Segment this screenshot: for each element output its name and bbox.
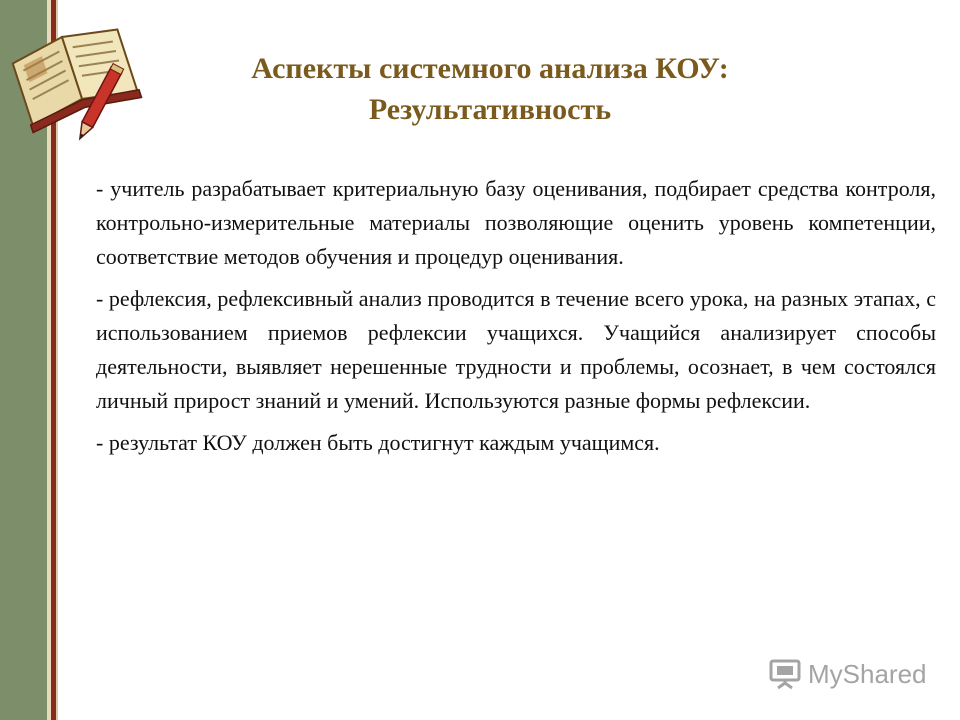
slide-title <box>160 48 820 130</box>
paragraph-result: - результат КОУ должен быть достигнут каждым учащимся. <box>96 430 660 455</box>
paragraph-reflection: - рефлексия, рефлексивный анализ проводится в течение всего урока, на разных этапах, с использованием приемов рефлексии учащихся. Учащийся анализирует способы деятельности, выявляет нерешенные трудности и проблемы, осознает, в чем состоялся личный прирост знаний и умений. Используются разные формы рефлексии. <box>96 286 936 413</box>
watermark <box>768 654 927 694</box>
slide-body <box>96 172 936 468</box>
paragraph-criteria: - учитель разрабатывает критериальную базу оценивания, подбирает средства контроля, контрольно-измерительные материалы позволяющие оценить уровень компетенции, соответствие методов обучения и процедур оценивания. <box>96 176 936 269</box>
title-line-1: Аспекты системного анализа КОУ: <box>251 52 729 85</box>
title-line-2: Результативность <box>368 93 612 126</box>
open-book-pencil-icon <box>6 4 146 154</box>
presentation-board-icon <box>768 657 802 691</box>
watermark-text: MyShared <box>808 658 927 689</box>
